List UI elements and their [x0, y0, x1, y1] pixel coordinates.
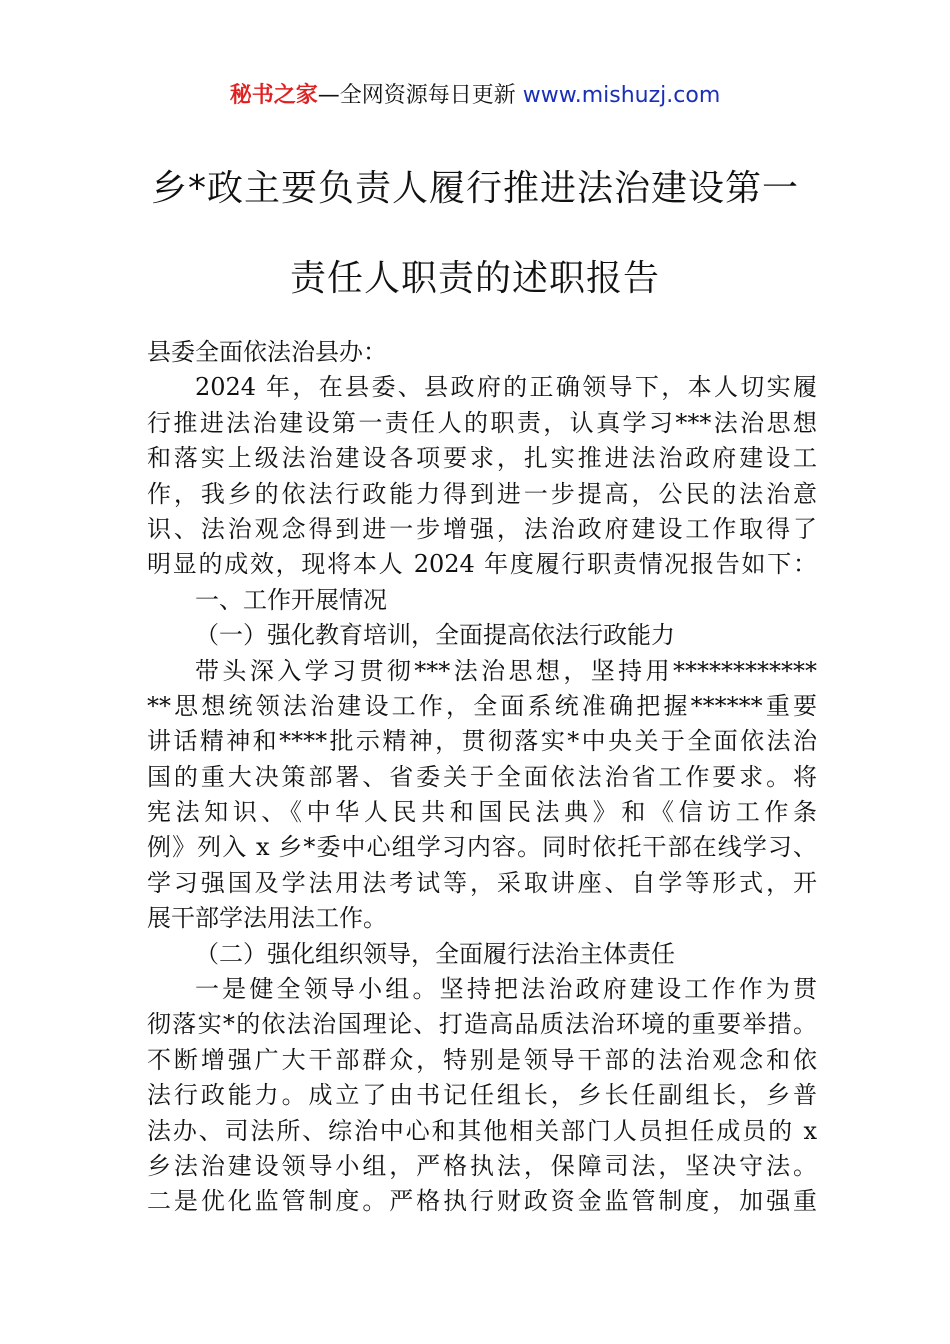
body-line: 不断增强广大干部群众，特别是领导干部的法治观念和依 — [147, 1045, 817, 1074]
subsection-heading: （一）强化教育培训，全面提高依法行政能力 — [195, 621, 675, 650]
body-line: 带头深入学习贯彻***法治思想，坚持用************ — [195, 656, 817, 685]
section-heading: 一、工作开展情况 — [195, 585, 387, 614]
body-line: 法办、司法所、综治中心和其他相关部门人员担任成员的 x — [147, 1116, 817, 1145]
document-title-line-2: 责任人职责的述职报告 — [289, 258, 660, 299]
body-line: 讲话精神和****批示精神，贯彻落实*中央关于全面依法治 — [147, 727, 817, 756]
body-line: 明显的成效，现将本人 2024 年度履行职责情况报告如下： — [147, 550, 817, 579]
body-line: 识、法治观念得到进一步增强，法治政府建设工作取得了 — [147, 514, 817, 543]
body-line: 法行政能力。成立了由书记任组长，乡长任副组长，乡普 — [147, 1081, 817, 1110]
salutation: 县委全面依法治县办： — [147, 338, 387, 366]
body-line: 彻落实*的依法治国理论、打造高品质法治环境的重要举措。 — [147, 1010, 817, 1039]
body-line: 乡法治建设领导小组，严格执法，保障司法，坚决守法。 — [147, 1151, 817, 1180]
body-line: 学习强国及学法用法考试等，采取讲座、自学等形式，开 — [147, 868, 817, 897]
body-line: 和落实上级法治建设各项要求，扎实推进法治政府建设工 — [147, 444, 817, 473]
document-title-line-1: 乡*政主要负责人履行推进法治建设第一 — [150, 168, 799, 209]
site-tagline: —全网资源每日更新 — [317, 83, 516, 108]
body-line: 一是健全领导小组。坚持把法治政府建设工作作为贯 — [195, 975, 817, 1004]
body-line: 作，我乡的依法行政能力得到进一步提高，公民的法治意 — [147, 479, 817, 508]
document-body — [147, 335, 817, 1220]
body-line: 行推进法治建设第一责任人的职责，认真学习***法治思想 — [147, 408, 817, 437]
body-line: 宪法知识、《中华人民共和国民法典》和《信访工作条 — [147, 798, 817, 827]
site-url-link[interactable]: www.mishuzj.com — [522, 83, 721, 108]
body-line: **思想统领法治建设工作，全面系统准确把握******重要 — [147, 691, 817, 720]
subsection-heading: （二）强化组织领导，全面履行法治主体责任 — [195, 939, 675, 968]
body-line: 国的重大决策部署、省委关于全面依法治省工作要求。将 — [147, 762, 817, 791]
body-line: 二是优化监管制度。严格执行财政资金监管制度，加强重 — [147, 1187, 817, 1216]
body-line: 展干部学法用法工作。 — [147, 904, 387, 933]
site-brand: 秘书之家 — [229, 83, 318, 108]
body-line: 例》列入 x 乡*委中心组学习内容。同时依托干部在线学习、 — [147, 833, 817, 862]
site-header — [0, 80, 950, 112]
body-line: 2024 年，在县委、县政府的正确领导下，本人切实履 — [195, 373, 817, 402]
